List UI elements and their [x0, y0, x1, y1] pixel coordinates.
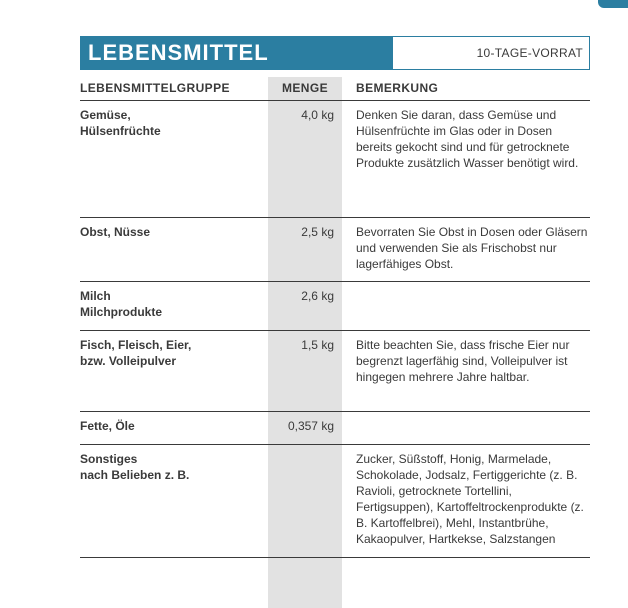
table-row — [80, 445, 590, 558]
food-table — [80, 77, 590, 558]
food-table-panel — [80, 36, 590, 558]
row-note: Bitte beachten Sie, dass frische Eier nur begrenzt lagerfähig sind, Volleipulver ist hingegen mehrere Jahre haltbar. — [356, 338, 570, 384]
row-amount: 2,6 kg — [301, 289, 334, 303]
row-group: Fisch, Fleisch, Eier, bzw. Volleipulver — [80, 338, 192, 368]
row-amount — [268, 451, 342, 550]
column-header-amount: MENGE — [281, 81, 328, 95]
row-group: Fette, Öle — [80, 419, 135, 433]
row-group: Milch Milchprodukte — [80, 289, 163, 319]
table-title: LEBENSMITTEL — [80, 36, 392, 70]
row-amount: 4,0 kg — [301, 108, 334, 122]
row-group: Obst, Nüsse — [80, 225, 151, 239]
row-note: Zucker, Süßstoff, Honig, Marmelade, Schokolade, Jodsalz, Fertiggerichte (z. B. Ravioli, getrocknete Tortellini, Fertigsuppen), Kartoffeltrockenprodukte (z. B. Kartoffelbrei), Mehl, Instantbrühe, Kakaopulver, Hartkekse, Salzstangen — [356, 452, 584, 546]
table-header — [80, 36, 590, 70]
row-amount: 1,5 kg — [301, 338, 334, 352]
row-note: Bevorraten Sie Obst in Dosen oder Gläsern und verwenden Sie als Frischobst nur lagerfähiges Obst. — [356, 225, 588, 271]
table-row — [80, 282, 590, 331]
table-subtitle: 10-TAGE-VORRAT — [392, 36, 590, 70]
table-row — [80, 331, 590, 412]
row-amount: 2,5 kg — [301, 225, 334, 239]
row-amount: 0,357 kg — [287, 419, 334, 433]
row-note — [342, 418, 590, 437]
column-header-row — [80, 77, 590, 101]
table-row — [80, 412, 590, 445]
column-header-group: LEBENSMITTELGRUPPE — [80, 81, 230, 95]
row-note — [342, 288, 590, 323]
column-header-note: BEMERKUNG — [356, 81, 439, 95]
table-row — [80, 218, 590, 282]
row-note: Denken Sie daran, dass Gemüse und Hülsenfrüchte im Glas oder in Dosen bereits gekocht sind und für getrocknete Produkte zusätzlich Wasser benötigt wird. — [356, 108, 579, 170]
table-row — [80, 101, 590, 218]
row-group: Gemüse, Hülsenfrüchte — [80, 108, 161, 138]
corner-tab — [598, 0, 628, 8]
row-group: Sonstiges nach Belieben z. B. — [80, 452, 190, 482]
